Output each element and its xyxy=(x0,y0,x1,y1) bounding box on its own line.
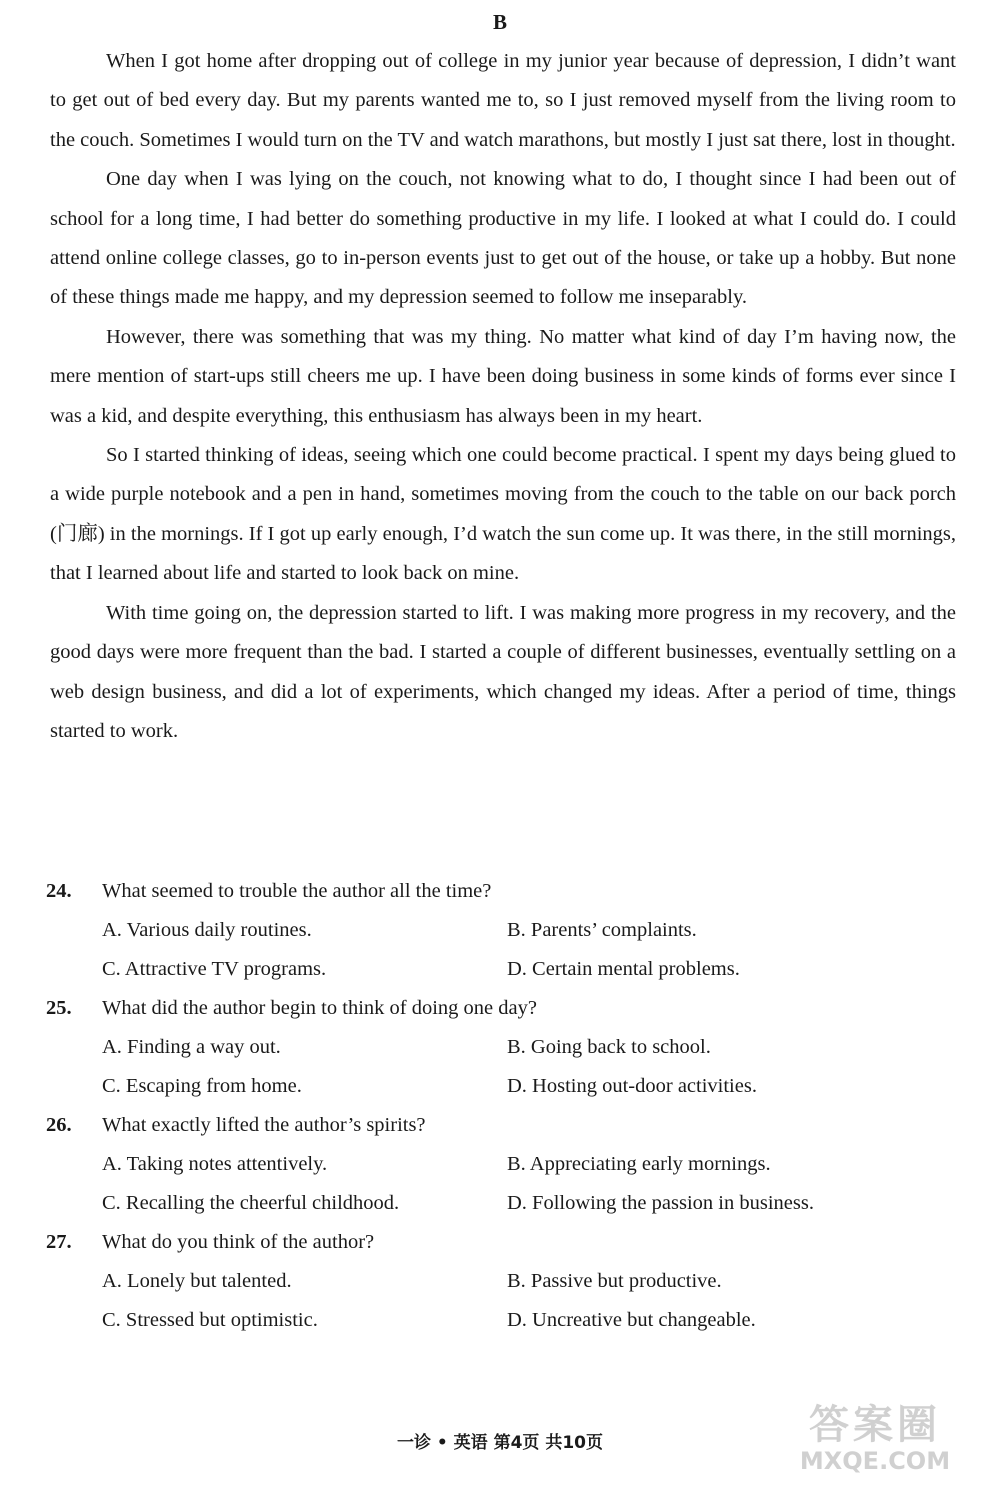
option-c: C. Attractive TV programs. xyxy=(102,958,327,980)
question-number: 27. xyxy=(46,1231,72,1253)
section-letter: B xyxy=(492,10,507,34)
passage-paragraph-4: So I started thinking of ideas, seeing which one could become practical. I spent my days being glued to a wide purple notebook and a pen in hand, sometimes moving from the couch to the table on our back porch (门廊) in the mornings. If I got up early enough, I’d watch the sun come up. It was there, in the still mornings, that I learned about life and started to look back on mine. xyxy=(50,444,956,585)
question-stem: What seemed to trouble the author all the time? xyxy=(102,880,492,902)
option-a: A. Finding a way out. xyxy=(102,1036,281,1058)
option-a: A. Taking notes attentively. xyxy=(102,1153,328,1175)
question-24 xyxy=(46,872,956,989)
question-stem: What do you think of the author? xyxy=(102,1231,375,1253)
option-c: C. Escaping from home. xyxy=(102,1075,302,1097)
option-d: D. Certain mental problems. xyxy=(507,958,740,980)
option-d: D. Uncreative but changeable. xyxy=(507,1309,756,1331)
question-stem: What exactly lifted the author’s spirits? xyxy=(102,1114,426,1136)
option-b: B. Passive but productive. xyxy=(507,1270,722,1292)
passage-paragraph-1: When I got home after dropping out of college in my junior year because of depression, I didn’t want to get out of bed every day. But my parents wanted me to, so I just removed myself from the living room to the couch. Sometimes I would turn on the TV and watch marathons, but mostly I just sat there, lost in thought. xyxy=(50,50,956,151)
option-c: C. Stressed but optimistic. xyxy=(102,1309,318,1331)
option-b: B. Parents’ complaints. xyxy=(507,919,697,941)
question-27 xyxy=(46,1223,956,1340)
reading-passage xyxy=(50,42,956,751)
option-b: B. Going back to school. xyxy=(507,1036,711,1058)
watermark-logo xyxy=(770,1402,980,1474)
question-number: 24. xyxy=(46,880,72,902)
option-d: D. Following the passion in business. xyxy=(507,1192,814,1214)
passage-paragraph-5: With time going on, the depression started to lift. I was making more progress in my recovery, and the good days were more frequent than the bad. I started a couple of different businesses, eventually settling on a web design business, and did a lot of experiments, which changed my ideas. After a period of time, things started to work. xyxy=(50,601,956,742)
option-a: A. Various daily routines. xyxy=(102,919,312,941)
page-footer: 一诊 • 英语 第4页 共10页 xyxy=(396,1433,604,1453)
watermark-url: MXQE.COM xyxy=(799,1447,951,1475)
question-number: 25. xyxy=(46,997,72,1019)
passage-paragraph-2: One day when I was lying on the couch, not knowing what to do, I thought since I had been out of school for a long time, I had better do something productive in my life. I looked at what I could do. I could attend online college classes, go to in-person events just to get out of the house, or take up a hobby. But none of these things made me happy, and my depression seemed to follow me inseparably. xyxy=(50,168,956,309)
option-d: D. Hosting out-door activities. xyxy=(507,1075,757,1097)
option-a: A. Lonely but talented. xyxy=(102,1270,292,1292)
passage-paragraph-3: However, there was something that was my thing. No matter what kind of day I’m having now, the mere mention of start-ups still cheers me up. I have been doing business in some kinds of forms ever since I was a kid, and despite everything, this enthusiasm has always been in my heart. xyxy=(50,325,956,427)
question-25 xyxy=(46,989,956,1106)
question-26 xyxy=(46,1106,956,1223)
question-number: 26. xyxy=(46,1114,72,1136)
option-c: C. Recalling the cheerful childhood. xyxy=(102,1192,400,1214)
option-b: B. Appreciating early mornings. xyxy=(507,1153,771,1175)
question-stem: What did the author begin to think of doing one day? xyxy=(102,997,537,1019)
watermark-logo-text: 答案圈 xyxy=(809,1402,941,1448)
question-list xyxy=(46,872,956,1340)
